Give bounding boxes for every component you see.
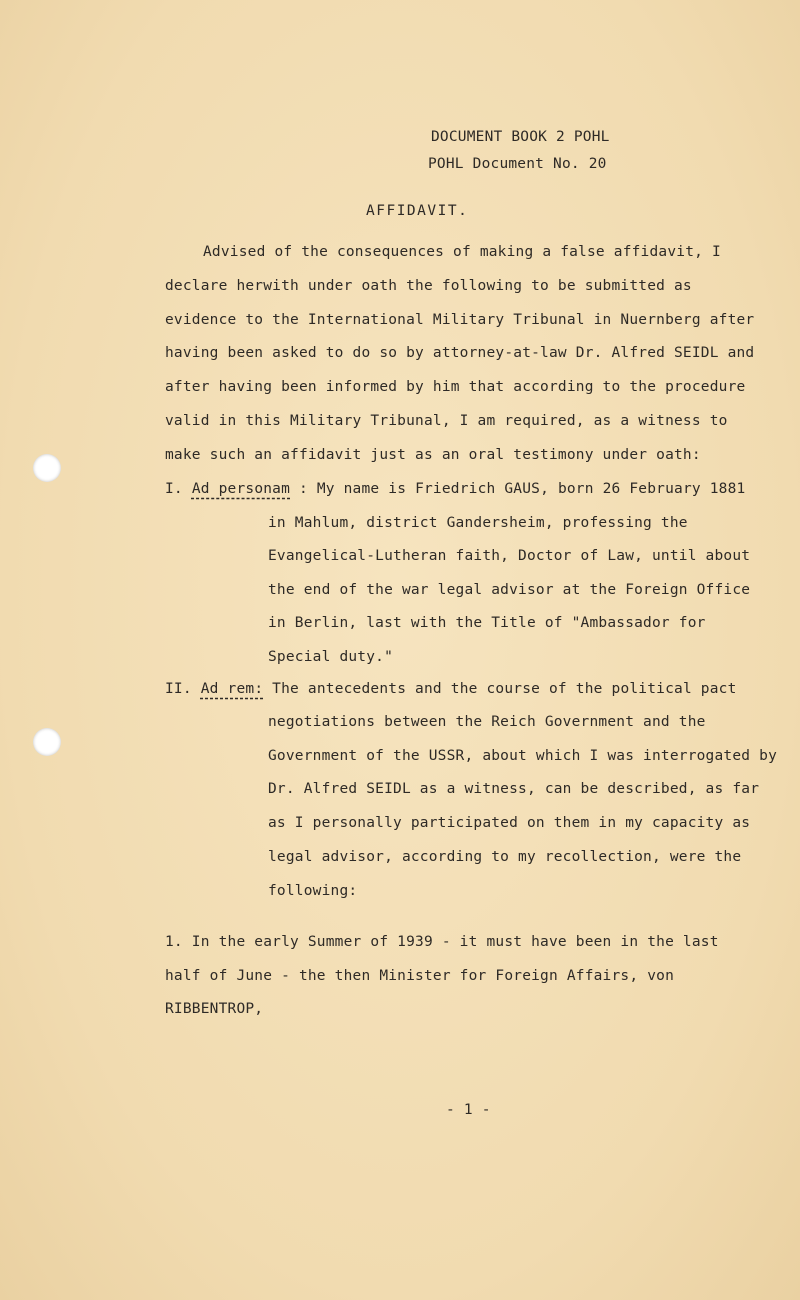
section2-first-line [165,682,737,697]
punch-hole-top [33,454,61,482]
section2-line: as I personally participated on them in my capacity as [268,815,751,831]
section2-line: Government of the USSR, about which I was interrogated by [268,748,777,764]
section1-line: in Mahlum, district Gandersheim, professing the [268,515,688,531]
point1-line: 1. In the early Summer of 1939 - it must have been in the last [165,934,719,950]
section2-line: Dr. Alfred SEIDL as a witness, can be described, as far [268,781,760,797]
document-book-header: DOCUMENT BOOK 2 POHL [431,129,610,145]
section1-line: Evangelical-Lutheran faith, Doctor of Law, until about [268,548,751,564]
intro-line: valid in this Military Tribunal, I am required, as a witness to [165,413,728,429]
intro-line: Advised of the consequences of making a false affidavit, I [203,244,721,260]
section1-number: I. [165,481,183,497]
section1-first-line [165,482,745,497]
intro-line: after having been informed by him that according to the procedure [165,379,746,395]
intro-line: evidence to the International Military Tribunal in Nuernberg after [165,312,755,328]
section2-line: negotiations between the Reich Government and the [268,714,706,730]
section2-text: The antecedents and the course of the political pact [263,681,737,697]
intro-line: declare herwith under oath the following to be submitted as [165,278,692,294]
section2-line: following: [268,883,358,899]
section1-text: : My name is Friedrich GAUS, born 26 February 1881 [290,481,746,497]
intro-line: having been asked to do so by attorney-at-law Dr. Alfred SEIDL and [165,345,755,361]
section1-line: the end of the war legal advisor at the Foreign Office [268,582,751,598]
section1-line: Special duty." [268,649,394,665]
document-number-header: POHL Document No. 20 [428,156,607,172]
punch-hole-bottom [33,728,61,756]
section1-label: Ad personam [191,481,291,497]
page-number: - 1 - [446,1102,491,1118]
point1-line: RIBBENTROP, [165,1001,264,1017]
document-title: AFFIDAVIT. [366,203,469,219]
point1-line: half of June - the then Minister for Foreign Affairs, von [165,968,674,984]
section2-line: legal advisor, according to my recollection, were the [268,849,742,865]
section1-line: in Berlin, last with the Title of "Ambassador for [268,615,706,631]
section2-number: II. [165,681,192,697]
intro-line: make such an affidavit just as an oral testimony under oath: [165,447,701,463]
section2-label: Ad rem: [200,681,264,697]
